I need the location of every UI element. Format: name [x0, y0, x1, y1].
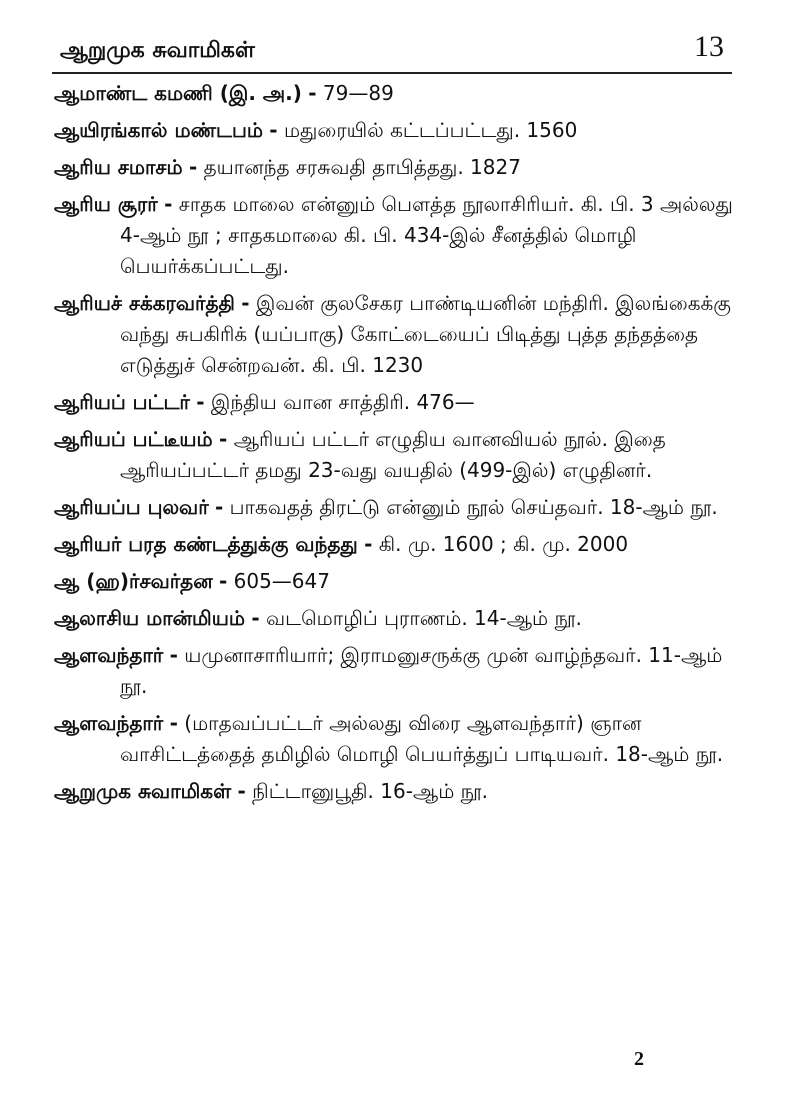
entry-list	[54, 78, 740, 813]
header-rule	[52, 72, 732, 74]
entry-definition: ஆரியப் பட்டர் எழுதிய வானவியல் நூல். இதை ஆரியப்பட்டர் தமது 23-வது வயதில் (499-இல்) எழுதினர்.	[120, 427, 666, 482]
dictionary-entry	[54, 776, 740, 807]
entry-term: ஆரியப்ப புலவர்	[54, 495, 209, 519]
entry-definition: நிட்டானுபூதி. 16-ஆம் நூ.	[252, 779, 489, 803]
entry-term: ஆரிய சூரர்	[54, 192, 158, 216]
running-title: ஆறுமுக சுவாமிகள்	[60, 38, 255, 63]
dictionary-entry	[54, 115, 740, 146]
entry-definition: (மாதவப்பட்டர் அல்லது விரை ஆளவந்தார்) ஞான வாசிட்டத்தைத் தமிழில் மொழி பெயர்த்துப் பாடியவர். 18-ஆம் நூ.	[120, 711, 724, 766]
dictionary-entry	[54, 189, 740, 282]
entry-term: ஆரியச் சக்கரவர்த்தி	[54, 291, 235, 315]
entry-separator: -	[219, 427, 228, 451]
entry-separator: -	[215, 495, 224, 519]
entry-separator: -	[237, 779, 246, 803]
entry-separator: -	[169, 711, 178, 735]
entry-term: ஆரியப் பட்டர்	[54, 390, 190, 414]
dictionary-entry	[54, 640, 740, 702]
dictionary-entry	[54, 424, 740, 486]
entry-term: ஆளவந்தார்	[54, 643, 164, 667]
dictionary-entry	[54, 152, 740, 183]
entry-definition: 605—647	[233, 569, 330, 593]
entry-separator: -	[364, 532, 373, 556]
entry-separator: -	[308, 81, 317, 105]
entry-term: ஆரியப் பட்டீயம்	[54, 427, 213, 451]
entry-separator: -	[196, 390, 205, 414]
entry-separator: -	[251, 606, 260, 630]
page-number: 13	[694, 30, 724, 63]
entry-definition: வடமொழிப் புராணம். 14-ஆம் நூ.	[266, 606, 582, 630]
entry-term: ஆயிரங்கால் மண்டபம்	[54, 118, 263, 142]
entry-definition: இந்திய வான சாத்திரி. 476—	[210, 390, 475, 414]
entry-separator: -	[218, 569, 228, 593]
entry-separator: -	[269, 118, 278, 142]
dictionary-entry	[54, 603, 740, 634]
running-header	[52, 28, 728, 72]
dictionary-entry	[54, 529, 740, 560]
entry-definition: பாகவதத் திரட்டு என்னும் நூல் செய்தவர். 18-ஆம் நூ.	[229, 495, 718, 519]
entry-definition: சாதக மாலை என்னும் பௌத்த நூலாசிரியர். கி. பி. 3 அல்லது 4-ஆம் நூ ; சாதகமாலை கி. பி. 434-இல் சீனத்தில் மொழி பெயர்க்கப்பட்டது.	[120, 192, 733, 278]
dictionary-entry	[54, 492, 740, 523]
entry-definition: மதுரையில் கட்டப்பட்டது. 1560	[283, 118, 578, 142]
entry-separator: -	[188, 155, 198, 179]
entry-separator: -	[241, 291, 250, 315]
entry-term: ஆலாசிய மான்மியம்	[54, 606, 245, 630]
entry-definition: 79—89	[322, 81, 394, 105]
entry-term: ஆ (ஹ)ர்சவர்தன	[54, 569, 213, 593]
dictionary-entry	[54, 78, 740, 109]
entry-separator: -	[169, 643, 178, 667]
entry-term: ஆளவந்தார்	[54, 711, 164, 735]
entry-term: ஆரியர் பரத கண்டத்துக்கு வந்தது	[54, 532, 358, 556]
entry-term: ஆமாண்ட கமணி (இ. அ.)	[54, 81, 302, 105]
entry-definition: இவன் குலசேகர பாண்டியனின் மந்திரி. இலங்கைக்கு வந்து சுபகிரிக் (யப்பாகு) கோட்டையைப் பிடித்து புத்த தந்தத்தை எடுத்துச் சென்றவன். கி. பி. 1230	[120, 291, 731, 377]
dictionary-entry	[54, 708, 740, 770]
entry-definition: தயானந்த சரசுவதி தாபித்தது. 1827	[203, 155, 521, 179]
entry-definition: கி. மு. 1600 ; கி. மு. 2000	[378, 532, 629, 556]
entry-term: ஆறுமுக சுவாமிகள்	[54, 779, 232, 803]
signature-mark: 2	[634, 1048, 644, 1070]
dictionary-entry	[54, 566, 740, 597]
dictionary-entry	[54, 387, 740, 418]
dictionary-entry	[54, 288, 740, 381]
entry-separator: -	[164, 192, 173, 216]
entry-definition: யமுனாசாரியார்; இராமனுசருக்கு முன் வாழ்ந்தவர். 11-ஆம் நூ.	[120, 643, 723, 698]
entry-term: ஆரிய சமாசம்	[54, 155, 183, 179]
